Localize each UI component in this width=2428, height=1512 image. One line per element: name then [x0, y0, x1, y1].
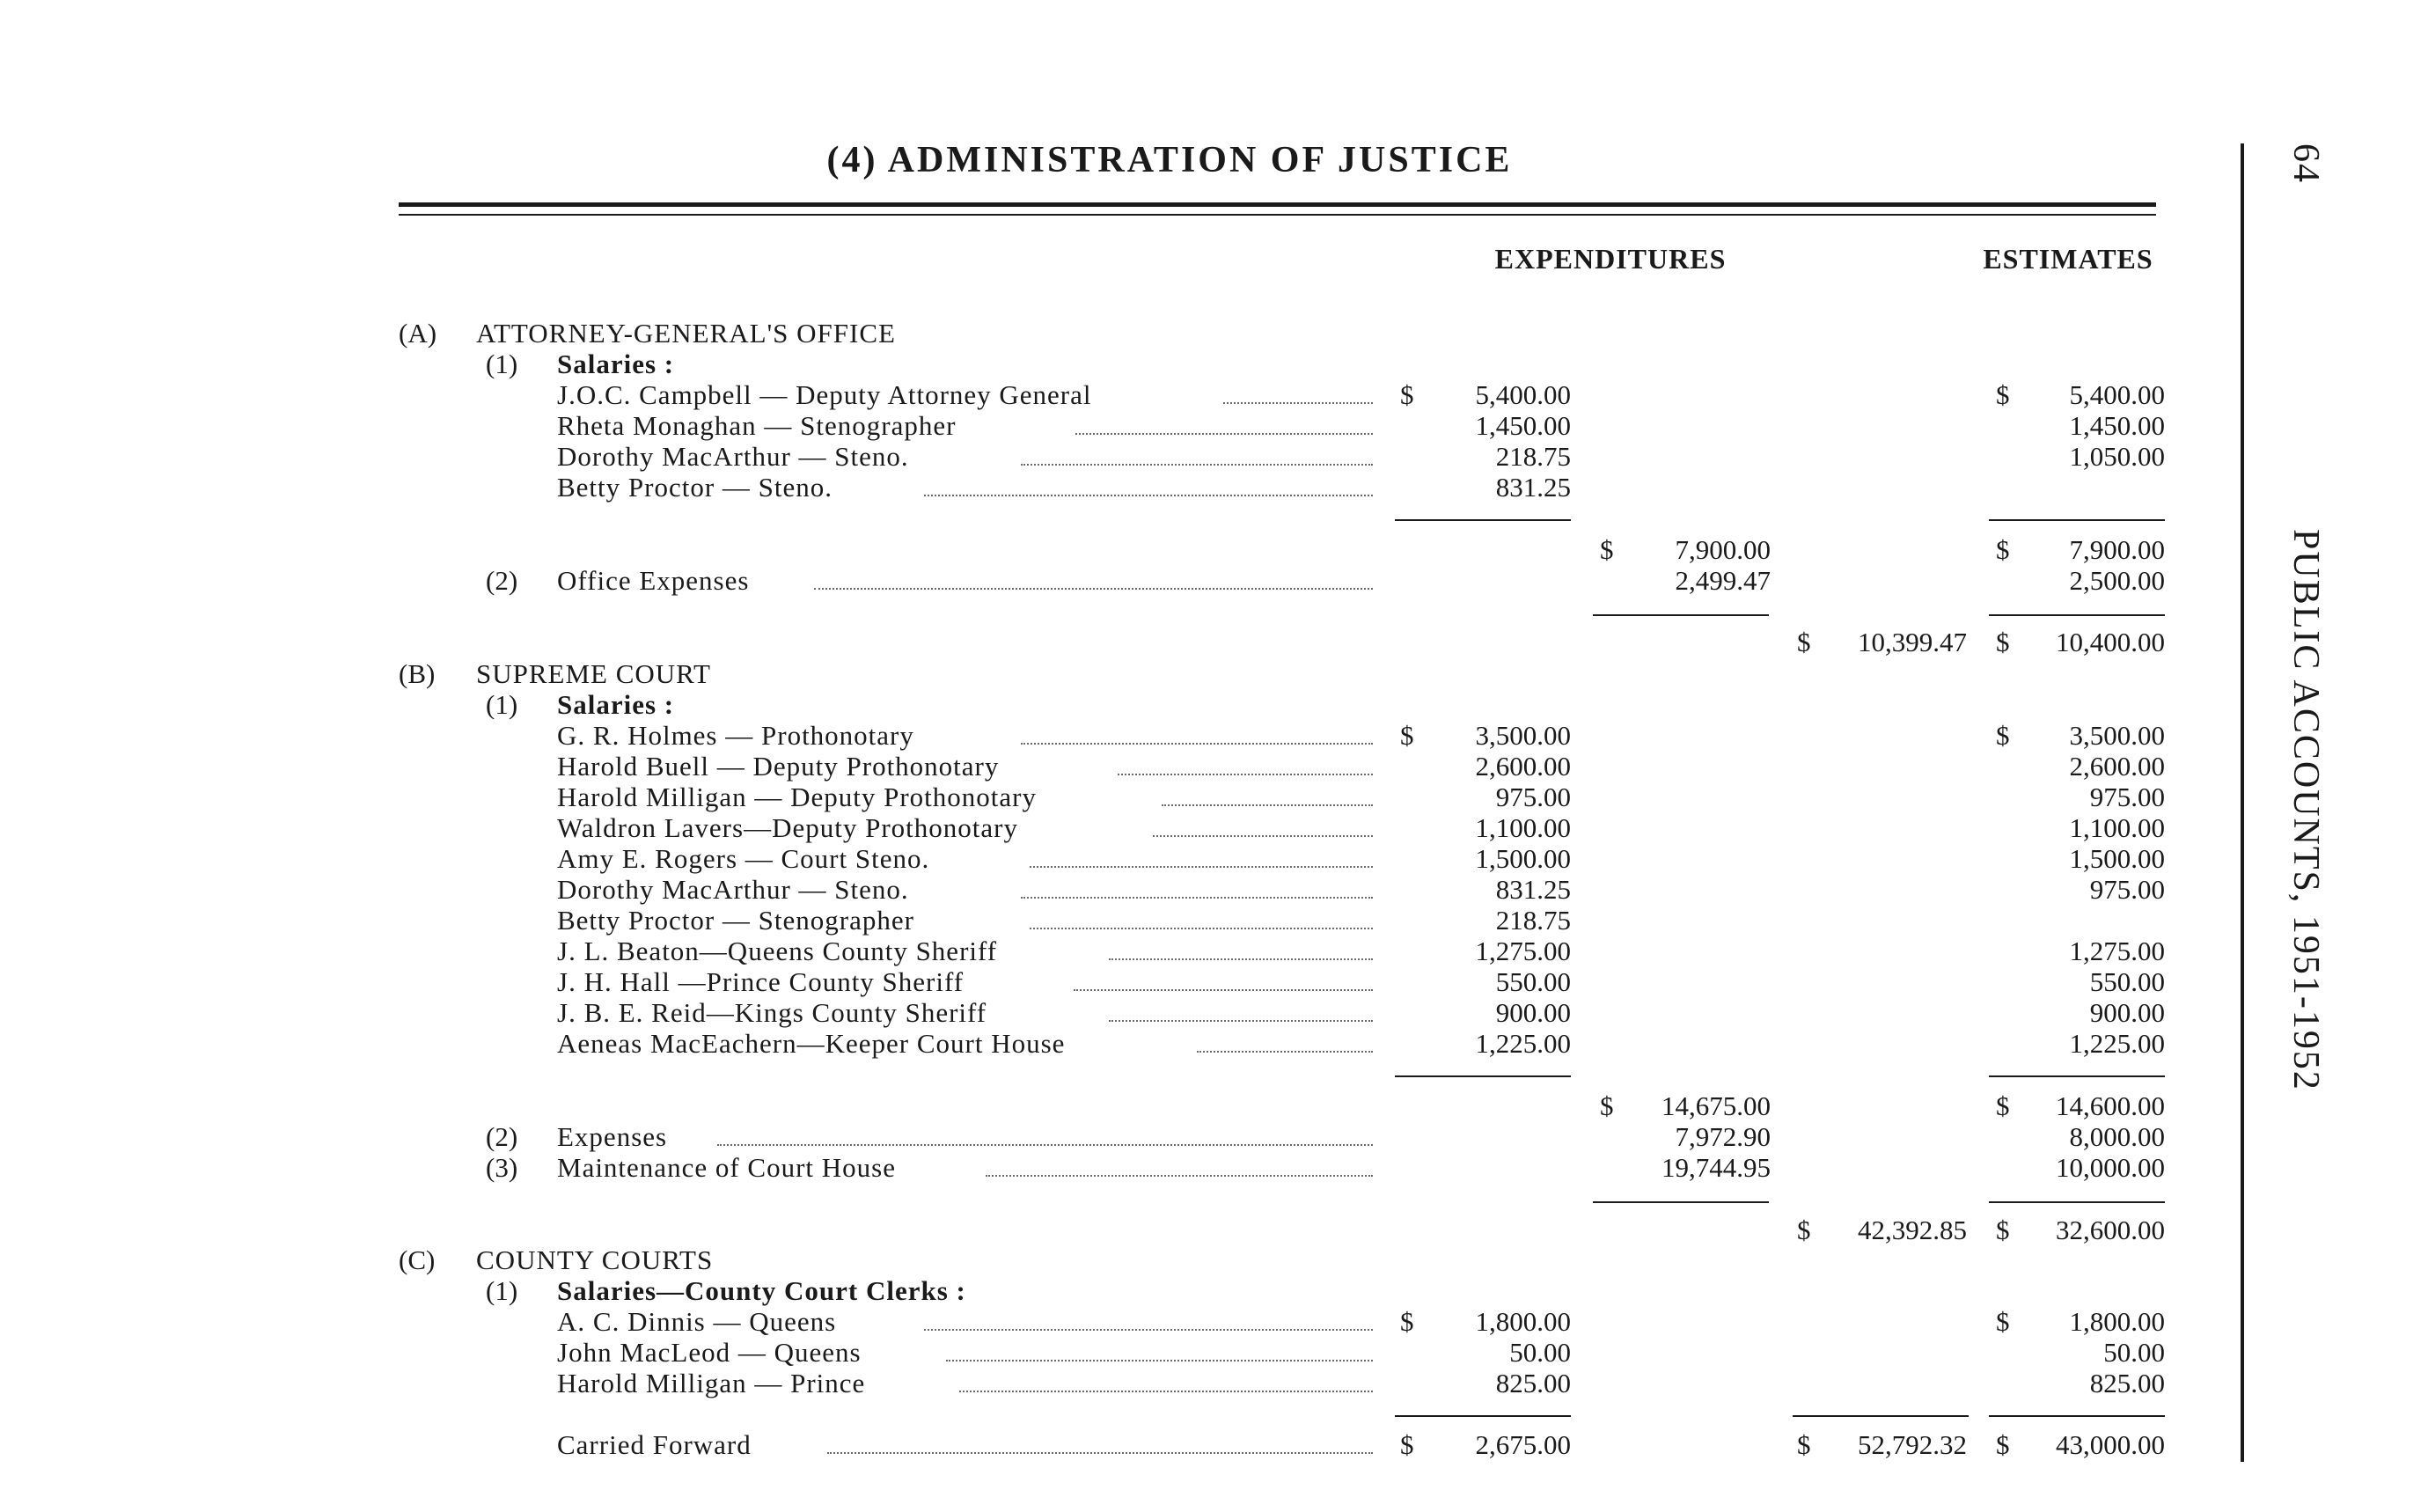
- dot-leader: [959, 1391, 1373, 1392]
- section-header-row: [0, 1244, 2428, 1275]
- expenditure-amount: 831.25: [1495, 874, 1571, 905]
- expenditure-amount: 1,500.00: [1475, 843, 1571, 874]
- expenditure-amount: 1,800.00: [1475, 1306, 1571, 1337]
- expenditure-amount: 19,744.95: [1661, 1152, 1771, 1183]
- table-row: [0, 1152, 2428, 1183]
- subsection-row: [0, 349, 2428, 379]
- section-letter: (C): [399, 1244, 436, 1275]
- line-label: Office Expenses: [557, 565, 750, 596]
- dot-leader: [1109, 958, 1373, 960]
- section-total-currency: $: [1797, 1215, 1811, 1245]
- dot-leader: [986, 1175, 1373, 1177]
- table-row: [0, 812, 2428, 843]
- line-label: Betty Proctor — Stenographer: [557, 905, 914, 936]
- dot-leader: [1118, 774, 1373, 775]
- section-total-amount: 42,392.85: [1858, 1215, 1967, 1245]
- estimate-amount: 5,400.00: [2069, 379, 2165, 410]
- line-label: Dorothy MacArthur — Steno.: [557, 874, 909, 905]
- estimate-currency: $: [1996, 1215, 2010, 1245]
- line-label: Waldron Lavers—Deputy Prothonotary: [557, 812, 1018, 843]
- dot-leader: [1021, 743, 1373, 745]
- section-total-row: [0, 1215, 2428, 1245]
- expenditure-currency: $: [1400, 720, 1414, 751]
- expenditure-amount: 1,100.00: [1475, 812, 1571, 843]
- dot-leader: [1021, 464, 1373, 466]
- dot-leader: [717, 1144, 1373, 1146]
- subtotal-currency: $: [1600, 534, 1614, 565]
- line-label: J.O.C. Campbell — Deputy Attorney General: [557, 379, 1092, 410]
- estimate-amount: 825.00: [2089, 1368, 2165, 1398]
- expenditure-amount: 218.75: [1495, 905, 1571, 936]
- expenditure-amount: 1,225.00: [1475, 1028, 1571, 1059]
- table-row: [0, 751, 2428, 782]
- dot-leader: [1030, 866, 1373, 868]
- subsection-number: (1): [486, 1275, 518, 1306]
- column-header-estimates: ESTIMATES: [1983, 243, 2153, 275]
- total-rule: [1989, 1075, 2165, 1077]
- table-row: [0, 1121, 2428, 1152]
- carried-forward-label: Carried Forward: [557, 1429, 752, 1460]
- estimate-amount: 1,050.00: [2069, 441, 2165, 472]
- salaries-total-row: [0, 1090, 2428, 1121]
- table-row: [0, 472, 2428, 503]
- expenditure-amount: 7,972.90: [1675, 1121, 1771, 1152]
- section-total-amount: 52,792.32: [1858, 1429, 1967, 1460]
- expenditure-amount: 218.75: [1495, 441, 1571, 472]
- estimate-amount: 1,225.00: [2069, 1028, 2165, 1059]
- subtotal-amount: 7,900.00: [1675, 534, 1771, 565]
- expenditure-amount: 550.00: [1495, 966, 1571, 997]
- estimate-amount: 14,600.00: [2056, 1090, 2165, 1121]
- total-rule: [1395, 1075, 1571, 1077]
- title-rule-thick: [399, 202, 2156, 207]
- line-label: Expenses: [557, 1121, 668, 1152]
- side-title: PUBLIC ACCOUNTS, 1951-1952: [2285, 529, 2326, 1091]
- subsection-row: [0, 1275, 2428, 1306]
- side-page-number: 64: [2285, 143, 2326, 184]
- table-row: [0, 720, 2428, 751]
- estimate-amount: 43,000.00: [2056, 1429, 2165, 1460]
- section-letter: (A): [399, 318, 437, 349]
- estimate-currency: $: [1996, 720, 2010, 751]
- dot-leader: [924, 495, 1373, 496]
- dot-leader: [1162, 804, 1373, 806]
- line-label: Maintenance of Court House: [557, 1152, 896, 1183]
- estimate-amount: 8,000.00: [2069, 1121, 2165, 1152]
- title-rule-thin: [399, 214, 2156, 216]
- total-rule: [1593, 1201, 1769, 1203]
- subsection-label: Salaries—County Court Clerks :: [557, 1275, 966, 1306]
- section-letter: (B): [399, 658, 436, 689]
- dot-leader: [1075, 433, 1373, 435]
- section-name: ATTORNEY-GENERAL'S OFFICE: [476, 318, 896, 349]
- subsection-number: (1): [486, 689, 518, 720]
- expenditure-amount: 1,275.00: [1475, 936, 1571, 966]
- estimate-amount: 1,100.00: [2069, 812, 2165, 843]
- estimate-amount: 975.00: [2089, 782, 2165, 812]
- table-row: [0, 410, 2428, 441]
- estimate-amount: 550.00: [2089, 966, 2165, 997]
- estimate-amount: 10,400.00: [2056, 627, 2165, 657]
- dot-leader: [1109, 1020, 1373, 1022]
- expenditure-amount: 900.00: [1495, 997, 1571, 1028]
- total-rule: [1395, 1415, 1571, 1417]
- line-label: Harold Milligan — Prince: [557, 1368, 866, 1398]
- dot-leader: [1074, 989, 1373, 991]
- section-header-row: [0, 658, 2428, 689]
- expenditure-amount: 5,400.00: [1475, 379, 1571, 410]
- subsection-label: Salaries :: [557, 689, 675, 720]
- estimate-amount: 1,500.00: [2069, 843, 2165, 874]
- table-row: [0, 905, 2428, 936]
- section-name: SUPREME COURT: [476, 658, 711, 689]
- expenditure-currency: $: [1400, 1429, 1414, 1460]
- line-label: Harold Buell — Deputy Prothonotary: [557, 751, 1000, 782]
- expenditure-amount: 50.00: [1509, 1337, 1571, 1368]
- expenditure-amount: 2,675.00: [1475, 1429, 1571, 1460]
- subsection-label: Salaries :: [557, 349, 675, 379]
- table-row: [0, 874, 2428, 905]
- table-row: [0, 1337, 2428, 1368]
- estimate-currency: $: [1996, 1306, 2010, 1337]
- section-total-currency: $: [1797, 627, 1811, 657]
- line-label: Harold Milligan — Deputy Prothonotary: [557, 782, 1037, 812]
- estimate-amount: 1,800.00: [2069, 1306, 2165, 1337]
- estimate-currency: $: [1996, 379, 2010, 410]
- estimate-amount: 1,275.00: [2069, 936, 2165, 966]
- section-total-row: [0, 627, 2428, 657]
- subsection-number: (2): [486, 1121, 518, 1152]
- total-rule: [1989, 519, 2165, 521]
- table-row: [0, 441, 2428, 472]
- estimate-currency: $: [1996, 627, 2010, 657]
- expenditure-amount: 825.00: [1495, 1368, 1571, 1398]
- total-rule: [1989, 614, 2165, 616]
- section-header-row: [0, 318, 2428, 349]
- total-rule: [1593, 614, 1769, 616]
- subtotal-amount: 14,675.00: [1661, 1090, 1771, 1121]
- table-row: [0, 565, 2428, 596]
- table-row: [0, 1028, 2428, 1059]
- expenditure-amount: 2,499.47: [1675, 565, 1771, 596]
- table-row: [0, 379, 2428, 410]
- subsection-number: (1): [486, 349, 518, 379]
- table-row: [0, 997, 2428, 1028]
- table-row: [0, 782, 2428, 812]
- table-row: [0, 1368, 2428, 1398]
- estimate-amount: 2,600.00: [2069, 751, 2165, 782]
- column-header-expenditures: EXPENDITURES: [1494, 243, 1727, 275]
- line-label: Rheta Monaghan — Stenographer: [557, 410, 957, 441]
- expenditure-currency: $: [1400, 379, 1414, 410]
- dot-leader: [924, 1329, 1373, 1331]
- section-total-currency: $: [1797, 1429, 1811, 1460]
- dot-leader: [946, 1360, 1373, 1362]
- estimate-currency: $: [1996, 534, 2010, 565]
- expenditure-amount: 831.25: [1495, 472, 1571, 503]
- estimate-amount: 900.00: [2089, 997, 2165, 1028]
- total-rule: [1989, 1415, 2165, 1417]
- section-total-amount: 10,399.47: [1858, 627, 1967, 657]
- section-name: COUNTY COURTS: [476, 1244, 714, 1275]
- estimate-amount: 975.00: [2089, 874, 2165, 905]
- expenditure-amount: 2,600.00: [1475, 751, 1571, 782]
- total-rule: [1793, 1415, 1969, 1417]
- line-label: John MacLeod — Queens: [557, 1337, 862, 1368]
- dot-leader: [1030, 928, 1373, 929]
- line-label: G. R. Holmes — Prothonotary: [557, 720, 914, 751]
- estimate-currency: $: [1996, 1090, 2010, 1121]
- line-label: J. H. Hall —Prince County Sheriff: [557, 966, 965, 997]
- dot-leader: [827, 1452, 1373, 1454]
- line-label: J. B. E. Reid—Kings County Sheriff: [557, 997, 987, 1028]
- table-row: [0, 843, 2428, 874]
- carried-forward-row: [0, 1429, 2428, 1460]
- subsection-row: [0, 689, 2428, 720]
- page-title: (4) ADMINISTRATION OF JUSTICE: [826, 140, 1513, 180]
- estimate-amount: 3,500.00: [2069, 720, 2165, 751]
- subsection-number: (3): [486, 1152, 518, 1183]
- dot-leader: [1021, 897, 1373, 899]
- total-rule: [1989, 1201, 2165, 1203]
- estimate-amount: 50.00: [2103, 1337, 2165, 1368]
- dot-leader: [1197, 1051, 1373, 1053]
- subtotal-currency: $: [1600, 1090, 1614, 1121]
- salaries-total-row: [0, 534, 2428, 565]
- table-row: [0, 936, 2428, 966]
- line-label: A. C. Dinnis — Queens: [557, 1306, 837, 1337]
- expenditure-currency: $: [1400, 1306, 1414, 1337]
- estimate-amount: 2,500.00: [2069, 565, 2165, 596]
- line-label: J. L. Beaton—Queens County Sheriff: [557, 936, 998, 966]
- dot-leader: [814, 588, 1373, 590]
- dot-leader: [1223, 402, 1373, 404]
- line-label: Dorothy MacArthur — Steno.: [557, 441, 909, 472]
- line-label: Aeneas MacEachern—Keeper Court House: [557, 1028, 1066, 1059]
- expenditure-amount: 1,450.00: [1475, 410, 1571, 441]
- total-rule: [1395, 519, 1571, 521]
- estimate-currency: $: [1996, 1429, 2010, 1460]
- dot-leader: [1153, 835, 1373, 837]
- table-row: [0, 1306, 2428, 1337]
- table-row: [0, 966, 2428, 997]
- estimate-amount: 10,000.00: [2056, 1152, 2165, 1183]
- line-label: Betty Proctor — Steno.: [557, 472, 833, 503]
- expenditure-amount: 3,500.00: [1475, 720, 1571, 751]
- estimate-amount: 32,600.00: [2056, 1215, 2165, 1245]
- estimate-amount: 1,450.00: [2069, 410, 2165, 441]
- expenditure-amount: 975.00: [1495, 782, 1571, 812]
- subsection-number: (2): [486, 565, 518, 596]
- line-label: Amy E. Rogers — Court Steno.: [557, 843, 930, 874]
- estimate-amount: 7,900.00: [2069, 534, 2165, 565]
